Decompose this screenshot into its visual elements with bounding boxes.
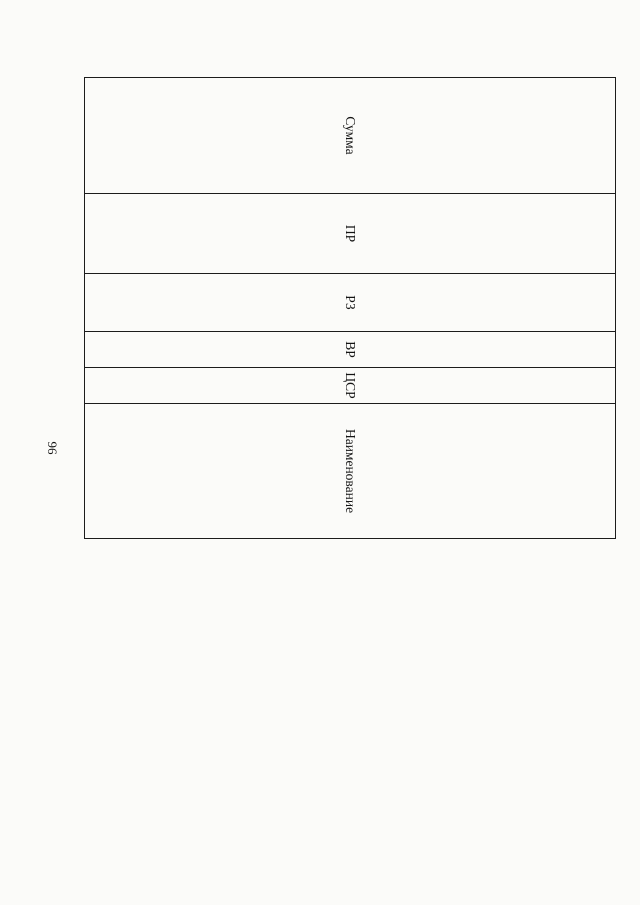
header-row — [85, 78, 616, 828]
header-name: Наименование — [85, 404, 616, 539]
header-pr: ПР — [85, 194, 616, 274]
budget-table-rotated — [84, 77, 616, 827]
header-vr: ВР — [85, 332, 616, 368]
budget-table — [84, 77, 616, 828]
header-sum: Сумма — [85, 78, 616, 194]
page-number: 96 — [45, 441, 60, 455]
header-csr: ЦСР — [85, 368, 616, 404]
header-rz: РЗ — [85, 274, 616, 332]
